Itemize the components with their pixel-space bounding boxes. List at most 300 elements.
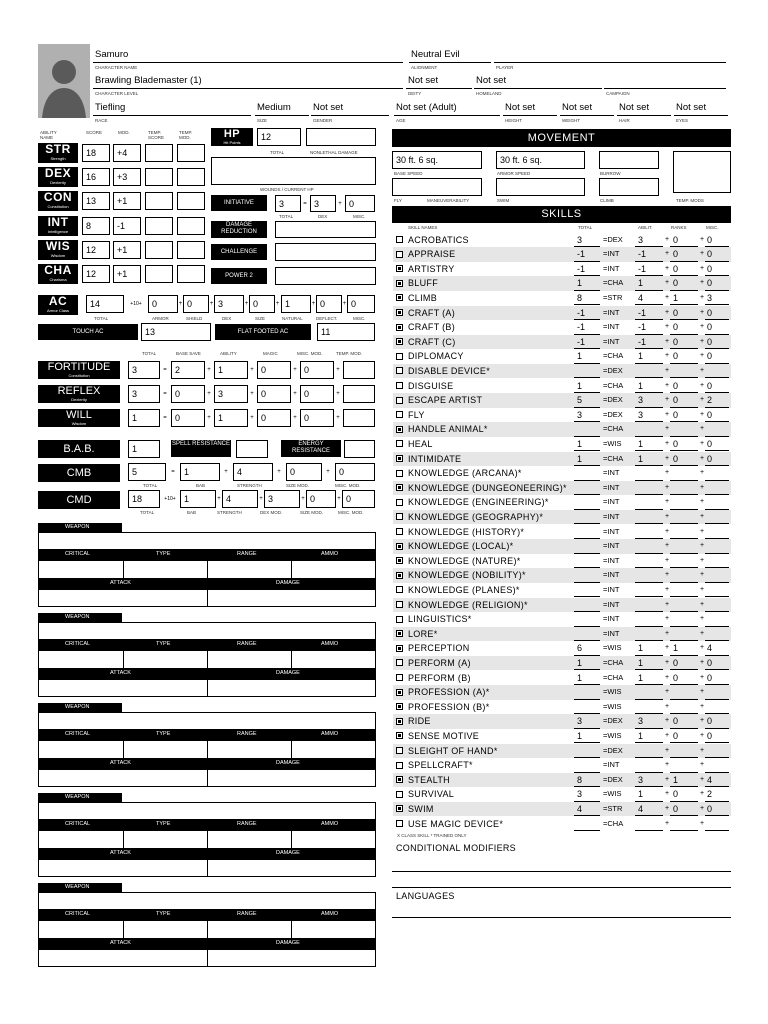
skill-misc[interactable]: 0 xyxy=(707,307,713,318)
save-base[interactable]: 0 xyxy=(171,409,205,427)
skill-total[interactable]: -1 xyxy=(577,249,586,260)
skill-name: HEAL xyxy=(408,438,433,449)
class-skill-checkbox[interactable] xyxy=(396,353,403,360)
ability-mod[interactable]: +3 xyxy=(113,168,141,186)
homeland-label: HOMELAND xyxy=(476,91,502,96)
challenge[interactable] xyxy=(275,243,376,261)
ability-score[interactable]: 13 xyxy=(82,192,110,210)
skill-misc[interactable]: 0 xyxy=(707,803,713,814)
cmd-size[interactable]: 0 xyxy=(306,490,336,508)
base-speed[interactable]: 30 ft. 6 sq. xyxy=(392,151,482,169)
class-skill-checkbox[interactable] xyxy=(396,557,403,564)
cmb-size[interactable]: 0 xyxy=(286,463,322,481)
weapon-label: WEAPON xyxy=(38,613,122,622)
skill-ranks[interactable]: 1 xyxy=(673,292,679,303)
base-speed-label: BASE SPEED xyxy=(394,171,423,176)
skill-ranks[interactable]: 0 xyxy=(673,672,679,683)
save-ability[interactable]: 1 xyxy=(214,361,248,379)
ac-natural[interactable]: 1 xyxy=(281,295,311,313)
class-skill-checkbox[interactable] xyxy=(396,484,403,491)
skill-name: KNOWLEDGE (ARCANA)* xyxy=(408,468,522,479)
save-temp[interactable] xyxy=(343,385,375,403)
save-base[interactable]: 2 xyxy=(171,361,205,379)
homeland[interactable]: Not set xyxy=(476,75,507,86)
save-ability[interactable]: 1 xyxy=(214,409,248,427)
plus-sign: + xyxy=(700,410,705,418)
cmd-strength[interactable]: 4 xyxy=(222,490,258,508)
damage-label: DAMAGE xyxy=(276,580,300,586)
touch-ac-label: TOUCH AC xyxy=(38,324,138,340)
cmb-total[interactable]: 5 xyxy=(128,463,166,481)
skill-ability-mod[interactable]: 1 xyxy=(638,438,644,449)
class-skill-checkbox[interactable] xyxy=(396,280,403,287)
skill-total[interactable]: 8 xyxy=(577,292,583,303)
class-skill-checkbox[interactable] xyxy=(396,470,403,477)
class-skill-checkbox[interactable] xyxy=(396,294,403,301)
skill-ability-mod[interactable]: 3 xyxy=(638,395,644,406)
skill-misc[interactable]: 0 xyxy=(707,409,713,420)
skill-misc[interactable]: 0 xyxy=(707,234,713,245)
skill-ability-mod[interactable]: 3 xyxy=(638,234,644,245)
ability-temp-mod[interactable] xyxy=(177,168,205,186)
plus-sign: + xyxy=(700,235,705,243)
class-skill-checkbox[interactable] xyxy=(396,367,403,374)
class-skill-checkbox[interactable] xyxy=(396,747,403,754)
skill-ranks[interactable]: 0 xyxy=(673,380,679,391)
weapon-name-field[interactable] xyxy=(38,892,376,910)
ability-temp-score[interactable] xyxy=(145,168,173,186)
cmb-misc[interactable]: 0 xyxy=(335,463,375,481)
weapon-name-field[interactable] xyxy=(38,532,376,550)
skill-total[interactable]: -1 xyxy=(577,263,586,274)
skill-row xyxy=(393,349,731,364)
skill-misc[interactable]: 0 xyxy=(707,438,713,449)
class-skill-checkbox[interactable] xyxy=(396,499,403,506)
ac-dex[interactable]: 3 xyxy=(214,295,244,313)
skill-ability-mod[interactable]: 3 xyxy=(638,409,644,420)
ac-total[interactable]: 14 xyxy=(86,295,124,313)
skill-misc[interactable]: 0 xyxy=(707,657,713,668)
ability-temp-mod[interactable] xyxy=(177,241,205,259)
ability-mod[interactable]: +4 xyxy=(113,144,141,162)
class-skill-checkbox[interactable] xyxy=(396,776,403,783)
skill-ability-key: =WIS xyxy=(603,687,622,697)
touch-ac[interactable]: 13 xyxy=(141,323,211,341)
class-skill-checkbox[interactable] xyxy=(396,659,403,666)
skill-misc[interactable]: 0 xyxy=(707,322,713,333)
save-magic[interactable]: 0 xyxy=(257,409,291,427)
skill-misc[interactable]: 4 xyxy=(707,643,713,654)
skill-ranks[interactable]: 0 xyxy=(673,322,679,333)
skill-misc[interactable]: 0 xyxy=(707,453,713,464)
skill-name: KNOWLEDGE (NOBILITY)* xyxy=(408,570,526,581)
class-skill-checkbox[interactable] xyxy=(396,236,403,243)
skill-ranks[interactable]: 0 xyxy=(673,278,679,289)
skill-total[interactable]: 5 xyxy=(577,395,583,406)
skill-misc[interactable]: 0 xyxy=(707,263,713,274)
save-ability[interactable]: 3 xyxy=(214,385,248,403)
plus-sign: + xyxy=(665,250,670,258)
skill-total[interactable]: 1 xyxy=(577,351,583,362)
weapon-attack-row[interactable] xyxy=(38,589,376,607)
skill-misc[interactable]: 0 xyxy=(707,278,713,289)
spell-resistance[interactable] xyxy=(236,440,268,458)
save-misc[interactable]: 0 xyxy=(300,409,334,427)
size-label: SIZE xyxy=(257,118,268,123)
skill-ranks[interactable]: 0 xyxy=(673,409,679,420)
skill-ranks[interactable]: 0 xyxy=(673,803,679,814)
character-level[interactable]: Brawling Blademaster (1) xyxy=(95,75,202,86)
class-skill-checkbox[interactable] xyxy=(396,718,403,725)
class-skill-checkbox[interactable] xyxy=(396,455,403,462)
skill-total[interactable]: 3 xyxy=(577,234,583,245)
plus-sign: + xyxy=(665,775,670,783)
initiative-dex[interactable]: 3 xyxy=(310,195,336,212)
skill-ability-key: =INT xyxy=(603,497,620,507)
skill-ranks[interactable]: 0 xyxy=(673,263,679,274)
swim-speed[interactable] xyxy=(496,178,585,196)
cmd-bab[interactable]: 1 xyxy=(180,490,216,508)
skill-misc[interactable]: 2 xyxy=(707,395,713,406)
damage-reduction[interactable] xyxy=(275,221,376,238)
weapon-name-field[interactable] xyxy=(38,802,376,820)
skill-total[interactable]: -1 xyxy=(577,336,586,347)
skill-total[interactable]: 1 xyxy=(577,380,583,391)
plus-sign: + xyxy=(665,337,670,345)
save-name: REFLEX xyxy=(57,385,101,397)
skill-ability-mod[interactable]: -1 xyxy=(638,263,647,274)
class-skill-checkbox[interactable] xyxy=(396,251,403,258)
ability-mod[interactable]: +1 xyxy=(113,241,141,259)
ability-temp-mod[interactable] xyxy=(177,265,205,283)
save-total[interactable]: 1 xyxy=(128,409,160,427)
weapon-stats-row[interactable] xyxy=(38,920,376,939)
ability-temp-score[interactable] xyxy=(145,144,173,162)
skill-ability-mod[interactable]: 1 xyxy=(638,380,644,391)
class-skill-checkbox[interactable] xyxy=(396,732,403,739)
skill-ability-key: =DEX xyxy=(603,234,623,244)
equals-sign: = xyxy=(163,391,167,397)
class-skill-checkbox[interactable] xyxy=(396,630,403,637)
skill-ranks[interactable]: 0 xyxy=(673,234,679,245)
ability-score[interactable]: 18 xyxy=(82,144,110,162)
skill-misc[interactable]: 3 xyxy=(707,292,713,303)
save-magic[interactable]: 0 xyxy=(257,361,291,379)
plus-sign: + xyxy=(250,367,254,373)
class-skill-checkbox[interactable] xyxy=(396,338,403,345)
ability-temp-score[interactable] xyxy=(145,217,173,235)
plus-sign: + xyxy=(259,496,263,502)
weapon-name-field[interactable] xyxy=(38,622,376,640)
class-skill-checkbox[interactable] xyxy=(396,397,403,404)
weapon-header-bar xyxy=(38,820,376,830)
skill-ranks[interactable]: 0 xyxy=(673,249,679,260)
conditional-modifiers-label: CONDITIONAL MODIFIERS xyxy=(396,843,516,853)
skill-row xyxy=(393,291,731,306)
class-skill-checkbox[interactable] xyxy=(396,703,403,710)
cmb-strength[interactable]: 4 xyxy=(233,463,273,481)
ability-full: Strength xyxy=(50,156,66,161)
ac-size[interactable]: 0 xyxy=(249,295,275,313)
skill-ability-mod[interactable]: 1 xyxy=(638,278,644,289)
energy-resistance[interactable] xyxy=(344,440,375,458)
attack-label: ATTACK xyxy=(110,850,131,856)
class-skill-checkbox[interactable] xyxy=(396,586,403,593)
class-skill-checkbox[interactable] xyxy=(396,324,403,331)
ability-cha-block xyxy=(38,264,78,284)
ability-score[interactable]: 8 xyxy=(82,217,110,235)
skill-ranks[interactable]: 0 xyxy=(673,789,679,800)
skill-ranks[interactable]: 0 xyxy=(673,438,679,449)
skill-total[interactable]: 1 xyxy=(577,453,583,464)
ability-mod[interactable]: +1 xyxy=(113,265,141,283)
skill-ability-mod[interactable]: 1 xyxy=(638,657,644,668)
plus-sign: + xyxy=(665,498,670,506)
challenge-label: CHALLENGE xyxy=(211,244,267,260)
ac-block xyxy=(38,295,78,315)
ac-deflect[interactable]: 0 xyxy=(316,295,342,313)
save-total[interactable]: 3 xyxy=(128,385,160,403)
save-base[interactable]: 0 xyxy=(171,385,205,403)
skill-name: KNOWLEDGE (DUNGEONEERING)* xyxy=(408,482,567,493)
skill-misc[interactable]: 0 xyxy=(707,730,713,741)
weapon-name-field[interactable] xyxy=(38,712,376,730)
skill-ability-mod[interactable]: 4 xyxy=(638,803,644,814)
save-magic[interactable]: 0 xyxy=(257,385,291,403)
ability-temp-score[interactable] xyxy=(145,192,173,210)
skill-misc[interactable]: 0 xyxy=(707,336,713,347)
skill-ranks[interactable]: 0 xyxy=(673,395,679,406)
ability-score[interactable]: 16 xyxy=(82,168,110,186)
ability-mod[interactable]: +1 xyxy=(113,192,141,210)
class-skill-checkbox[interactable] xyxy=(396,382,403,389)
class-skill-checkbox[interactable] xyxy=(396,513,403,520)
skill-total[interactable]: 1 xyxy=(577,278,583,289)
damage-label: DAMAGE xyxy=(276,670,300,676)
skill-row xyxy=(393,510,731,525)
skill-ranks[interactable]: 0 xyxy=(673,453,679,464)
class-skill-checkbox[interactable] xyxy=(396,645,403,652)
ac-deflect-label: DEFLECT. xyxy=(316,316,338,321)
skill-ranks[interactable]: 0 xyxy=(673,307,679,318)
skill-name: KNOWLEDGE (NATURE)* xyxy=(408,555,521,566)
class-skill-checkbox[interactable] xyxy=(396,805,403,812)
weapon-stats-row[interactable] xyxy=(38,560,376,579)
class-skill-checkbox[interactable] xyxy=(396,528,403,535)
save-total[interactable]: 3 xyxy=(128,361,160,379)
cmd-total[interactable]: 18 xyxy=(128,490,160,508)
class-skill-checkbox[interactable] xyxy=(396,674,403,681)
bab-value[interactable]: 1 xyxy=(128,440,160,458)
equals-sign: = xyxy=(171,469,175,475)
skill-misc[interactable]: 0 xyxy=(707,380,713,391)
weapon-stats-row[interactable] xyxy=(38,650,376,669)
ability-temp-mod[interactable] xyxy=(177,192,205,210)
skill-ranks[interactable]: 0 xyxy=(673,716,679,727)
skill-name: PROFESSION (A)* xyxy=(408,687,490,698)
skill-misc[interactable]: 0 xyxy=(707,716,713,727)
skill-ranks[interactable]: 1 xyxy=(673,774,679,785)
cmd-size-label: SIZE MOD. xyxy=(300,510,324,515)
ammo-label: AMMO xyxy=(321,551,339,557)
initiative-misc[interactable]: 0 xyxy=(345,195,375,212)
initiative-total[interactable]: 3 xyxy=(275,195,301,212)
damage-label: DAMAGE xyxy=(276,760,300,766)
save-temp[interactable] xyxy=(343,361,375,379)
class-skill-checkbox[interactable] xyxy=(396,426,403,433)
class-skill-checkbox[interactable] xyxy=(396,762,403,769)
conditional-modifiers-field-2[interactable] xyxy=(392,872,731,888)
plus-sign: + xyxy=(250,391,254,397)
class-skill-checkbox[interactable] xyxy=(396,616,403,623)
type-label: TYPE xyxy=(156,551,171,557)
skill-ability-mod[interactable]: 1 xyxy=(638,453,644,464)
plus-sign: + xyxy=(665,293,670,301)
plus-sign: + xyxy=(224,469,228,475)
class-skill-checkbox[interactable] xyxy=(396,309,403,316)
nonlethal-damage[interactable] xyxy=(306,128,376,146)
class-skill-checkbox[interactable] xyxy=(396,601,403,608)
skill-ranks[interactable]: 0 xyxy=(673,730,679,741)
skill-misc[interactable]: 4 xyxy=(707,774,713,785)
skill-ability-mod[interactable]: 3 xyxy=(638,774,644,785)
hair[interactable]: Not set xyxy=(619,102,650,113)
skill-ability-mod[interactable]: 1 xyxy=(638,643,644,654)
temp-mods[interactable] xyxy=(673,151,731,193)
class-skill-checkbox[interactable] xyxy=(396,265,403,272)
skill-total[interactable]: 1 xyxy=(577,672,583,683)
skill-ranks[interactable]: 0 xyxy=(673,351,679,362)
size[interactable]: Medium xyxy=(257,102,291,113)
burrow-speed[interactable] xyxy=(599,151,659,169)
skill-ability-mod[interactable]: 1 xyxy=(638,351,644,362)
skill-row xyxy=(393,379,731,394)
class-skill-checkbox[interactable] xyxy=(396,572,403,579)
weapon-stats-row[interactable] xyxy=(38,830,376,849)
skill-ability-key: =INT xyxy=(603,760,620,770)
flat-footed-ac[interactable]: 11 xyxy=(317,323,375,341)
plus-sign: + xyxy=(336,367,340,373)
skill-ranks[interactable]: 1 xyxy=(673,643,679,654)
skill-misc[interactable]: 0 xyxy=(707,672,713,683)
eyes[interactable]: Not set xyxy=(676,102,707,113)
cmb-bab[interactable]: 1 xyxy=(180,463,220,481)
skill-name: KNOWLEDGE (LOCAL)* xyxy=(408,541,514,552)
class-skill-checkbox[interactable] xyxy=(396,820,403,827)
skill-total[interactable]: 3 xyxy=(577,716,583,727)
race[interactable]: Tiefling xyxy=(95,102,126,113)
skill-ability-mod[interactable]: -1 xyxy=(638,322,647,333)
conditional-modifiers-field[interactable] xyxy=(392,855,731,872)
class-skill-checkbox[interactable] xyxy=(396,791,403,798)
skill-total[interactable]: 1 xyxy=(577,730,583,741)
weapon-attack-row[interactable] xyxy=(38,949,376,967)
skill-ranks[interactable]: 0 xyxy=(673,336,679,347)
ability-mod[interactable]: -1 xyxy=(113,217,141,235)
skill-misc[interactable]: 0 xyxy=(707,249,713,260)
skill-total[interactable]: 3 xyxy=(577,409,583,420)
hp-total[interactable]: 12 xyxy=(257,128,301,146)
weapon-attack-row[interactable] xyxy=(38,679,376,697)
ability-temp-score[interactable] xyxy=(145,241,173,259)
skill-ability-mod[interactable]: 1 xyxy=(638,730,644,741)
deity[interactable]: Not set xyxy=(408,75,439,86)
skill-ability-mod[interactable]: 3 xyxy=(638,716,644,727)
ability-score[interactable]: 12 xyxy=(82,241,110,259)
gender[interactable]: Not set xyxy=(313,102,344,113)
wounds-current-hp[interactable] xyxy=(211,157,376,185)
age[interactable]: Not set (Adult) xyxy=(396,102,457,113)
class-skill-checkbox[interactable] xyxy=(396,543,403,550)
cmd-misc[interactable]: 0 xyxy=(342,490,375,508)
alignment[interactable]: Neutral Evil xyxy=(411,49,460,60)
ability-score[interactable]: 12 xyxy=(82,265,110,283)
class-skill-checkbox[interactable] xyxy=(396,411,403,418)
skill-total[interactable]: -1 xyxy=(577,322,586,333)
skill-total[interactable]: 4 xyxy=(577,803,583,814)
languages-field[interactable] xyxy=(392,902,731,918)
skill-misc[interactable]: 2 xyxy=(707,789,713,800)
skill-total[interactable]: 3 xyxy=(577,789,583,800)
save-misc[interactable]: 0 xyxy=(300,385,334,403)
class-skill-checkbox[interactable] xyxy=(396,440,403,447)
save-misc[interactable]: 0 xyxy=(300,361,334,379)
plus-sign: + xyxy=(665,804,670,812)
skill-ability-mod[interactable]: 1 xyxy=(638,789,644,800)
skill-ability-key: =DEX xyxy=(603,774,623,784)
ac-misc[interactable]: 0 xyxy=(347,295,375,313)
armor-speed[interactable]: 30 ft. 6 sq. xyxy=(496,151,585,169)
save-ability-name: Wisdom xyxy=(71,421,87,426)
cmd-dex[interactable]: 3 xyxy=(264,490,300,508)
weapon-attack-row[interactable] xyxy=(38,769,376,787)
class-skill-checkbox[interactable] xyxy=(396,689,403,696)
ac-armor[interactable]: 0 xyxy=(148,295,178,313)
climb-speed[interactable] xyxy=(599,178,659,196)
skill-row xyxy=(393,466,731,481)
skill-ability-mod[interactable]: -1 xyxy=(638,307,647,318)
type-label: TYPE xyxy=(156,731,171,737)
ability-temp-mod[interactable] xyxy=(177,217,205,235)
ac-shield[interactable]: 0 xyxy=(183,295,209,313)
weapon-stats-row[interactable] xyxy=(38,740,376,759)
skill-ranks[interactable]: 0 xyxy=(673,657,679,668)
skill-ability-mod[interactable]: -1 xyxy=(638,249,647,260)
skill-total[interactable]: 1 xyxy=(577,657,583,668)
skill-row xyxy=(393,495,731,510)
skill-misc-header: MISC. xyxy=(706,225,719,230)
attack-label: ATTACK xyxy=(110,670,131,676)
type-label: TYPE xyxy=(156,911,171,917)
height[interactable]: Not set xyxy=(505,102,536,113)
save-temp[interactable] xyxy=(343,409,375,427)
fly-speed[interactable] xyxy=(392,178,482,196)
skill-total[interactable]: -1 xyxy=(577,307,586,318)
weight[interactable]: Not set xyxy=(562,102,593,113)
skill-misc[interactable]: 0 xyxy=(707,351,713,362)
skill-ability-mod[interactable]: 1 xyxy=(638,672,644,683)
skill-ability-mod[interactable]: 4 xyxy=(638,292,644,303)
character-name[interactable]: Samuro xyxy=(95,49,129,60)
skill-total[interactable]: 8 xyxy=(577,774,583,785)
weapon-attack-row[interactable] xyxy=(38,859,376,877)
skill-total[interactable]: 1 xyxy=(577,438,583,449)
power[interactable] xyxy=(275,267,376,285)
ability-temp-score[interactable] xyxy=(145,265,173,283)
skill-total[interactable]: 6 xyxy=(577,643,583,654)
skill-ability-mod[interactable]: -1 xyxy=(638,336,647,347)
ability-temp-mod[interactable] xyxy=(177,144,205,162)
